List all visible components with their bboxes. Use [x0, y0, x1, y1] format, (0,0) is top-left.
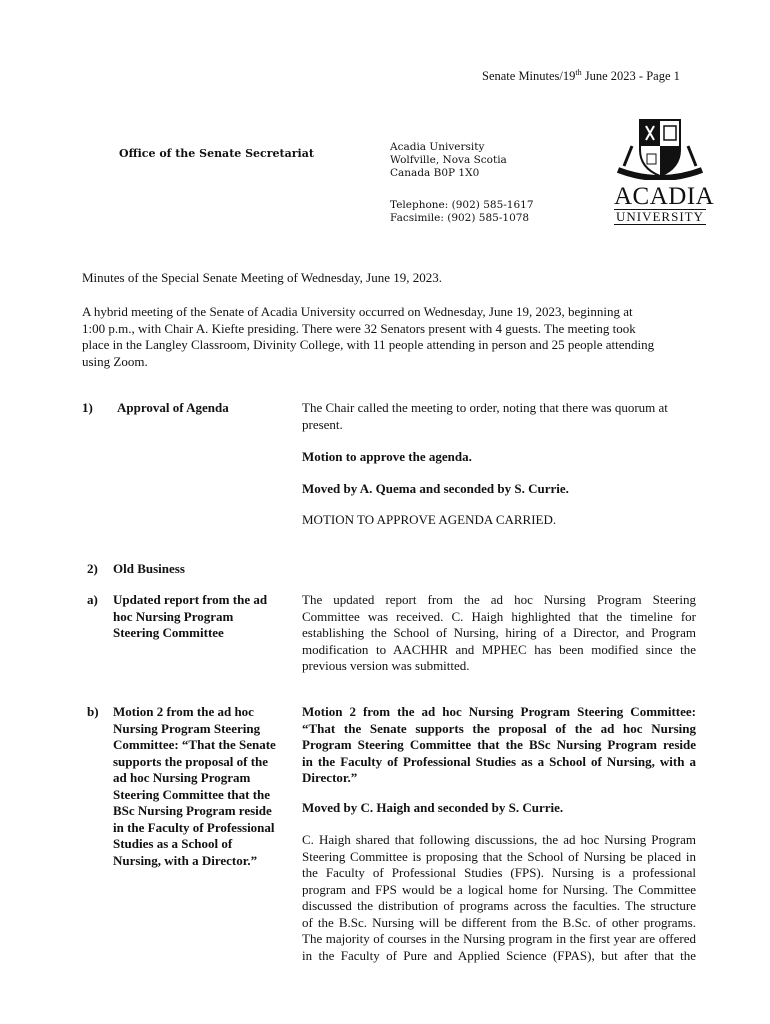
item-2b-number: b): [87, 704, 99, 719]
item-2b-text: C. Haigh shared that following discussions, the ad hoc Nursing Program Steering Committee is proposing that the School of Nursing be placed in the Faculty of Professional Studies (FPS). Nursing is a professional program and FPS would be a logical home for Nursing. The Committee discussed the distribution of programs across the faculties. The structure of the B.Sc. Nursing will be different from the B.Sc. of other programs. The majority of courses in the Nursing program in the first year are offered in the Faculty of Pure and Applied Science (FPAS), but after that the: [302, 832, 696, 963]
university-address: Acadia University Wolfville, Nova Scotia Canada B0P 1X0: [390, 141, 507, 179]
item-2b-motion: Motion 2 from the ad hoc Nursing Program Steering Committee: “That the Senate supports the proposal of the ad hoc Nursing Program Steering Committee that the BSc Nursing Program reside in the Faculty of Professional Studies as a School of Nursing, with a Director.”: [302, 704, 696, 785]
item-2-heading: Old Business: [113, 561, 185, 576]
logo-wordmark: ACADIA: [614, 183, 715, 210]
item-2a-number: a): [87, 592, 98, 607]
crest-icon: [614, 116, 706, 180]
acadia-logo: [614, 116, 715, 225]
item-2a-heading: Updated report from the ad hoc Nursing Program Steering Committee: [113, 592, 268, 640]
logo-subtitle: UNIVERSITY: [616, 209, 704, 224]
contact-numbers: Telephone: (902) 585-1617 Facsimile: (902) 585-1078: [390, 199, 534, 224]
item-2-number: 2): [87, 561, 98, 576]
item-2b-heading: Motion 2 from the ad hoc Nursing Program Steering Committee: “That the Senate supports the proposal of the ad hoc Nursing Program Steering Committee that the BSc Nursing Program reside in the Faculty of Professional Studies as a School of Nursing, with a Director.”: [113, 704, 276, 868]
item-1-number: 1): [82, 400, 93, 415]
office-name: Office of the Senate Secretariat: [119, 147, 314, 160]
intro-paragraph: A hybrid meeting of the Senate of Acadia University occurred on Wednesday, June 19, 2023, beginning at 1:00 p.m., with Chair A. Kiefte presiding. There were 32 Senators present with 4 guests. The meeting took place in the Langley Classroom, Divinity College, with 11 people attending in person and 25 people attending using Zoom.: [82, 304, 655, 369]
item-1-result: MOTION TO APPROVE AGENDA CARRIED.: [302, 512, 557, 527]
item-1-moved: Moved by A. Quema and seconded by S. Currie.: [302, 481, 569, 496]
minutes-title: Minutes of the Special Senate Meeting of Wednesday, June 19, 2023.: [82, 270, 442, 285]
page-header: Senate Minutes/19th June 2023 - Page 1: [482, 68, 680, 84]
item-1-motion: Motion to approve the agenda.: [302, 449, 472, 464]
item-2a-text: The updated report from the ad hoc Nursing Program Steering Committee was received. C. Haigh highlighted that the timeline for establishing the School of Nursing, hiring of a Director, and Program modification to AACHHR and MPHEC has been modified since the previous version was submitted.: [302, 592, 696, 673]
item-2b-moved: Moved by C. Haigh and seconded by S. Currie.: [302, 800, 564, 815]
item-1-heading: Approval of Agenda: [117, 400, 229, 415]
item-1-text: The Chair called the meeting to order, noting that there was quorum at present.: [302, 400, 668, 432]
